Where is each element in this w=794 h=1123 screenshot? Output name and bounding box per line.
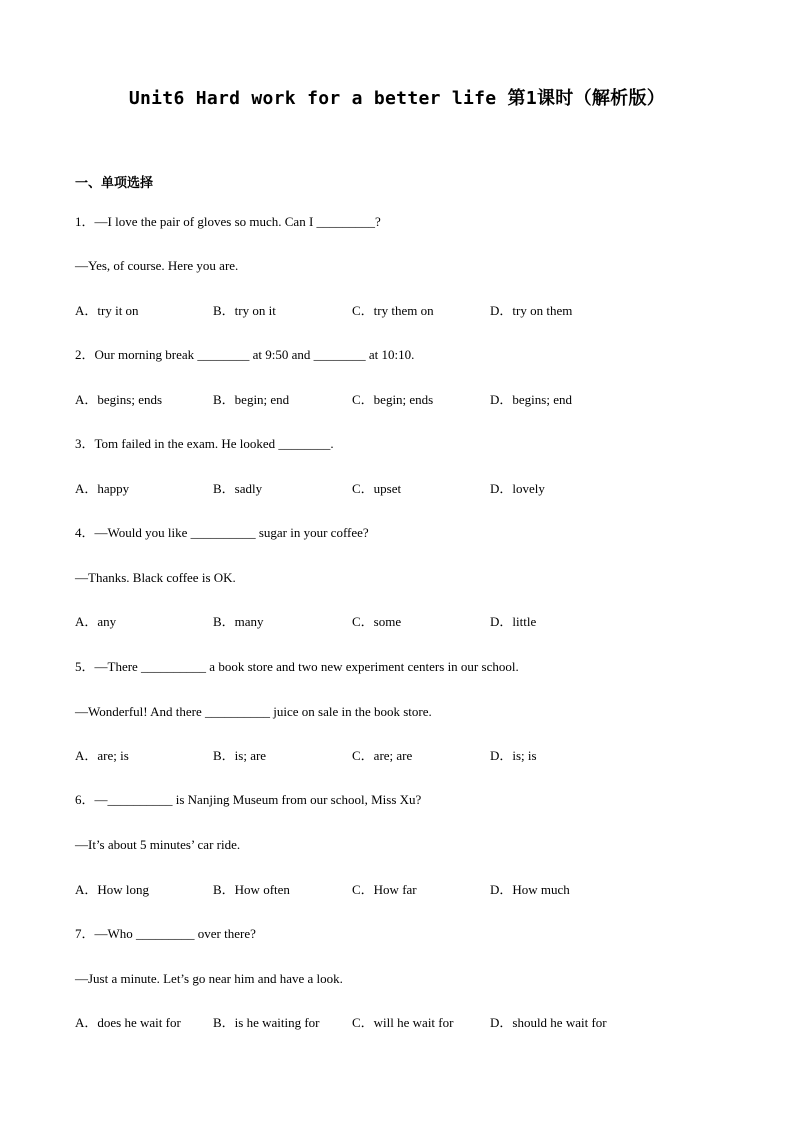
option-d: D．try on them <box>490 303 573 318</box>
document-title: Unit6 Hard work for a better life 第1课时（解析版） <box>128 88 666 109</box>
option-b: B．is he waiting for <box>213 1015 320 1030</box>
option-a: A．How long <box>75 882 150 897</box>
question-5-options <box>75 748 715 764</box>
question-2-stem: 2．Our morning break ________ at 9:50 and ________ at 10:10. <box>75 347 415 362</box>
question-1-stem: 1．—I love the pair of gloves so much. Can I _________? <box>75 214 381 229</box>
option-c: C．begin; ends <box>352 392 434 407</box>
option-d: D．little <box>490 614 537 629</box>
question-4-response: —Thanks. Black coffee is OK. <box>75 570 236 585</box>
option-c: C．try them on <box>352 303 434 318</box>
option-c: C．How far <box>352 882 417 897</box>
option-b: B．How often <box>213 882 290 897</box>
question-3-stem: 3．Tom failed in the exam. He looked ________. <box>75 436 334 451</box>
question-7-response: —Just a minute. Let’s go near him and have a look. <box>75 971 343 986</box>
question-5-stem: 5．—There __________ a book store and two new experiment centers in our school. <box>75 659 519 674</box>
question-3-options <box>75 481 715 497</box>
question-4-options <box>75 614 715 630</box>
question-6-response: —It’s about 5 minutes’ car ride. <box>75 837 241 852</box>
question-6-stem: 6．—__________ is Nanjing Museum from our school, Miss Xu? <box>75 792 422 807</box>
question-6-options <box>75 882 715 898</box>
option-c: C．some <box>352 614 402 629</box>
option-b: B．sadly <box>213 481 263 496</box>
option-c: C．are; are <box>352 748 413 763</box>
option-a: A．try it on <box>75 303 139 318</box>
option-d: D．begins; end <box>490 392 572 407</box>
option-d: D．is; is <box>490 748 537 763</box>
option-d: D．should he wait for <box>490 1015 607 1030</box>
question-2-options <box>75 392 715 408</box>
section-heading: 一、单项选择 <box>75 176 154 191</box>
question-1-options <box>75 303 715 319</box>
option-a: A．any <box>75 614 117 629</box>
question-7-options <box>75 1015 715 1031</box>
option-c: C．upset <box>352 481 402 496</box>
option-d: D．How much <box>490 882 570 897</box>
option-a: A．are; is <box>75 748 129 763</box>
option-a: A．happy <box>75 481 130 496</box>
option-b: B．try on it <box>213 303 276 318</box>
question-1-response: —Yes, of course. Here you are. <box>75 258 239 273</box>
option-b: B．is; are <box>213 748 267 763</box>
option-a: A．does he wait for <box>75 1015 181 1030</box>
question-4-stem: 4．—Would you like __________ sugar in your coffee? <box>75 525 369 540</box>
option-d: D．lovely <box>490 481 545 496</box>
option-a: A．begins; ends <box>75 392 163 407</box>
option-b: B．many <box>213 614 264 629</box>
option-c: C．will he wait for <box>352 1015 454 1030</box>
question-5-response: —Wonderful! And there __________ juice on sale in the book store. <box>75 704 432 719</box>
option-b: B．begin; end <box>213 392 290 407</box>
question-7-stem: 7．—Who _________ over there? <box>75 926 256 941</box>
